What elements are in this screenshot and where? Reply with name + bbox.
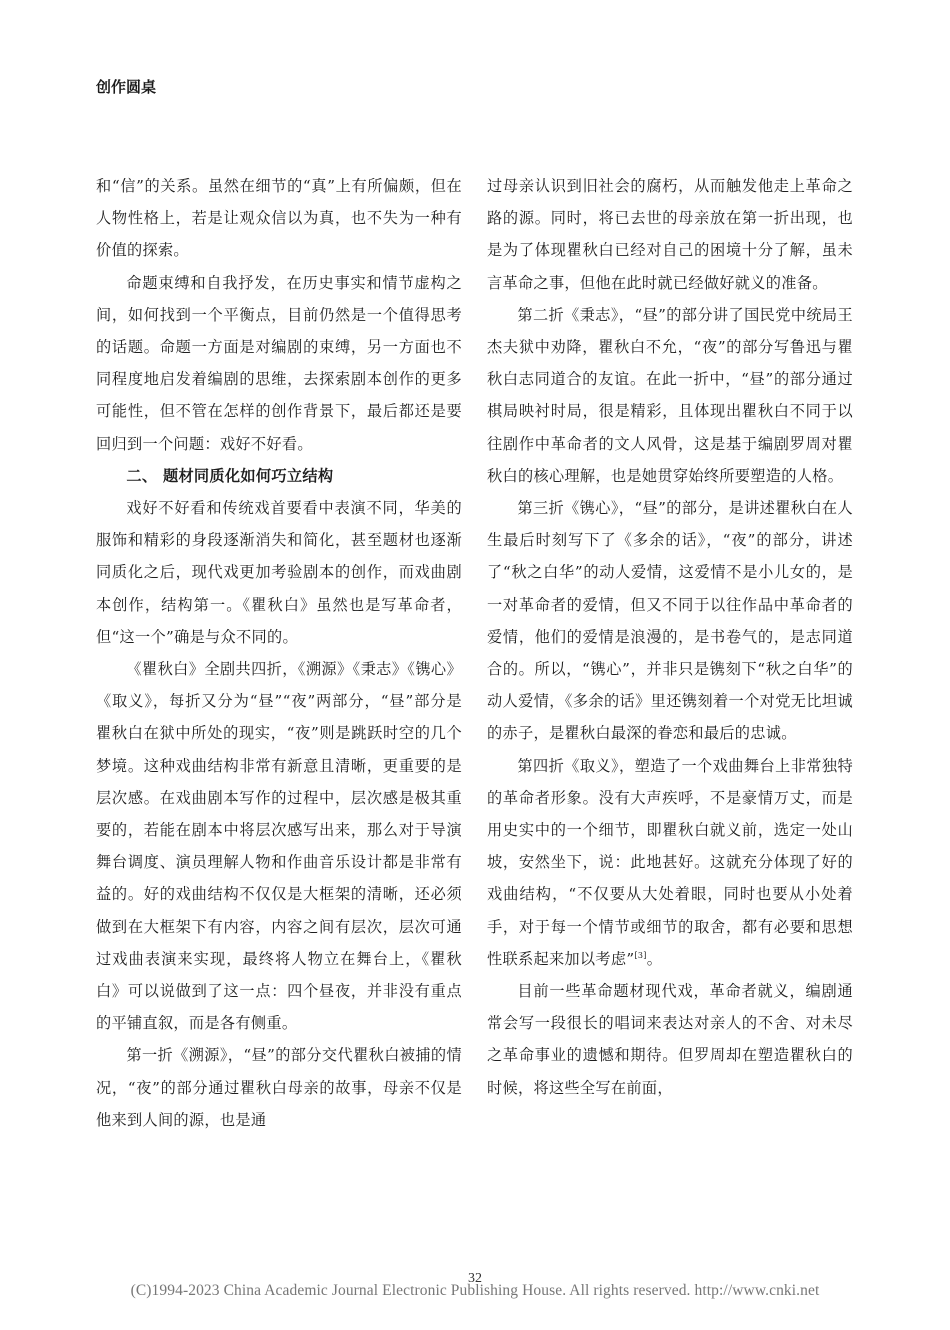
citation-reference[interactable]: [3] <box>634 950 647 960</box>
paragraph: 戏好不好看和传统戏首要看中表演不同，华美的服饰和精彩的身段逐渐消失和简化，甚至题材也逐渐同质化之后，现代戏更加考验剧本的创作，而戏曲剧本创作，结构第一。《瞿秋白》虽然也是写革命者，但“这一个”确是与众不同的。 <box>96 499 462 646</box>
paragraph: 第二折《秉志》，“昼”的部分讲了国民党中统局王杰夫狱中劝降，瞿秋白不允，“夜”的部分写鲁迅与瞿秋白志同道合的友谊。在此一折中，“昼”的部分通过棋局映衬时局，很是精彩，且体现出瞿秋白不同于以往剧作中革命者的文人风骨，这是基于编剧罗周对瞿秋白的核心理解，也是她贯穿始终所要塑造的人格。 <box>487 305 853 485</box>
running-head-section: 创作圆桌 <box>96 78 157 96</box>
left-column <box>96 170 462 1136</box>
section-heading: 二、 题材同质化如何巧立结构 <box>126 466 334 485</box>
paragraph-text: 第四折《取义》，塑造了一个戏曲舞台上非常独特的革命者形象。没有大声疾呼，不是豪情万丈，而是用史实中的一个细节，即瞿秋白就义前，选定一处山坡，安然坐下，说：此地甚好。这就充分体现了好的戏曲结构，“不仅要从大处着眼，同时也要从小处着手，对于每一个情节或细节的取舍，都有必要和思想性联系起来加以考虑” <box>487 756 853 968</box>
paragraph: 第一折《溯源》，“昼”的部分交代瞿秋白被捕的情况，“夜”的部分通过瞿秋白母亲的故事，母亲不仅是他来到人间的源，也是通 <box>96 1046 462 1129</box>
paragraph-with-citation <box>487 750 853 975</box>
page-number: 32 <box>468 1271 482 1286</box>
right-column <box>487 170 853 1104</box>
paragraph: 第三折《镌心》，“昼”的部分，是讲述瞿秋白在人生最后时刻写下了《多余的话》，“夜”的部分，讲述了“秋之白华”的动人爱情，这爱情不是小儿女的，是一对革命者的爱情，但又不同于以往作品中革命者的爱情，他们的爱情是浪漫的，是书卷气的，是志同道合的。所以，“镌心”，并非只是镌刻下“秋之白华”的动人爱情，《多余的话》里还镌刻着一个对党无比坦诚的赤子，是瞿秋白最深的眷恋和最后的忠诚。 <box>487 499 853 743</box>
paragraph: 《瞿秋白》全剧共四折，《溯源》《秉志》《镌心》《取义》，每折又分为“昼”“夜”两部分，“昼”部分是瞿秋白在狱中所处的现实，“夜”则是跳跃时空的几个梦境。这种戏曲结构非常有新意且清晰，更重要的是层次感。在戏曲剧本写作的过程中，层次感是极其重要的，若能在剧本中将层次感写出来，那么对于导演舞台调度、演员理解人物和作曲音乐设计都是非常有益的。好的戏曲结构不仅仅是大框架的清晰，还必须做到在大框架下有内容，内容之间有层次，层次可通过戏曲表演来实现，最终将人物立在舞台上，《瞿秋白》可以说做到了这一点：四个昼夜，并非没有重点的平铺直叙，而是各有侧重。 <box>96 660 462 1033</box>
paragraph-end: 。 <box>646 949 663 968</box>
paragraph: 目前一些革命题材现代戏，革命者就义，编剧通常会写一段很长的唱词来表达对亲人的不舍、对未尽之革命事业的遗憾和期待。但罗周却在塑造瞿秋白的时候，将这些全写在前面， <box>487 982 853 1097</box>
paragraph: 过母亲认识到旧社会的腐朽，从而触发他走上革命之路的源。同时，将已去世的母亲放在第一折出现，也是为了体现瞿秋白已经对自己的困境十分了解，虽未言革命之事，但他在此时就已经做好就义的准备。 <box>487 177 853 292</box>
copyright-footer: (C)1994-2023 China Academic Journal Electronic Publishing House. All rights reserved. http://www.cnki.net <box>130 1282 820 1299</box>
paragraph: 和“信”的关系。虽然在细节的“真”上有所偏颇，但在人物性格上，若是让观众信以为真，也不失为一种有价值的探索。 <box>96 177 462 260</box>
paragraph: 命题束缚和自我抒发，在历史事实和情节虚构之间，如何找到一个平衡点，目前仍然是一个值得思考的话题。命题一方面是对编剧的束缚，另一方面也不同程度地启发着编剧的思维，去探索剧本创作的更多可能性，但不管在怎样的创作背景下，最后都还是要回归到一个问题：戏好不好看。 <box>96 273 462 453</box>
